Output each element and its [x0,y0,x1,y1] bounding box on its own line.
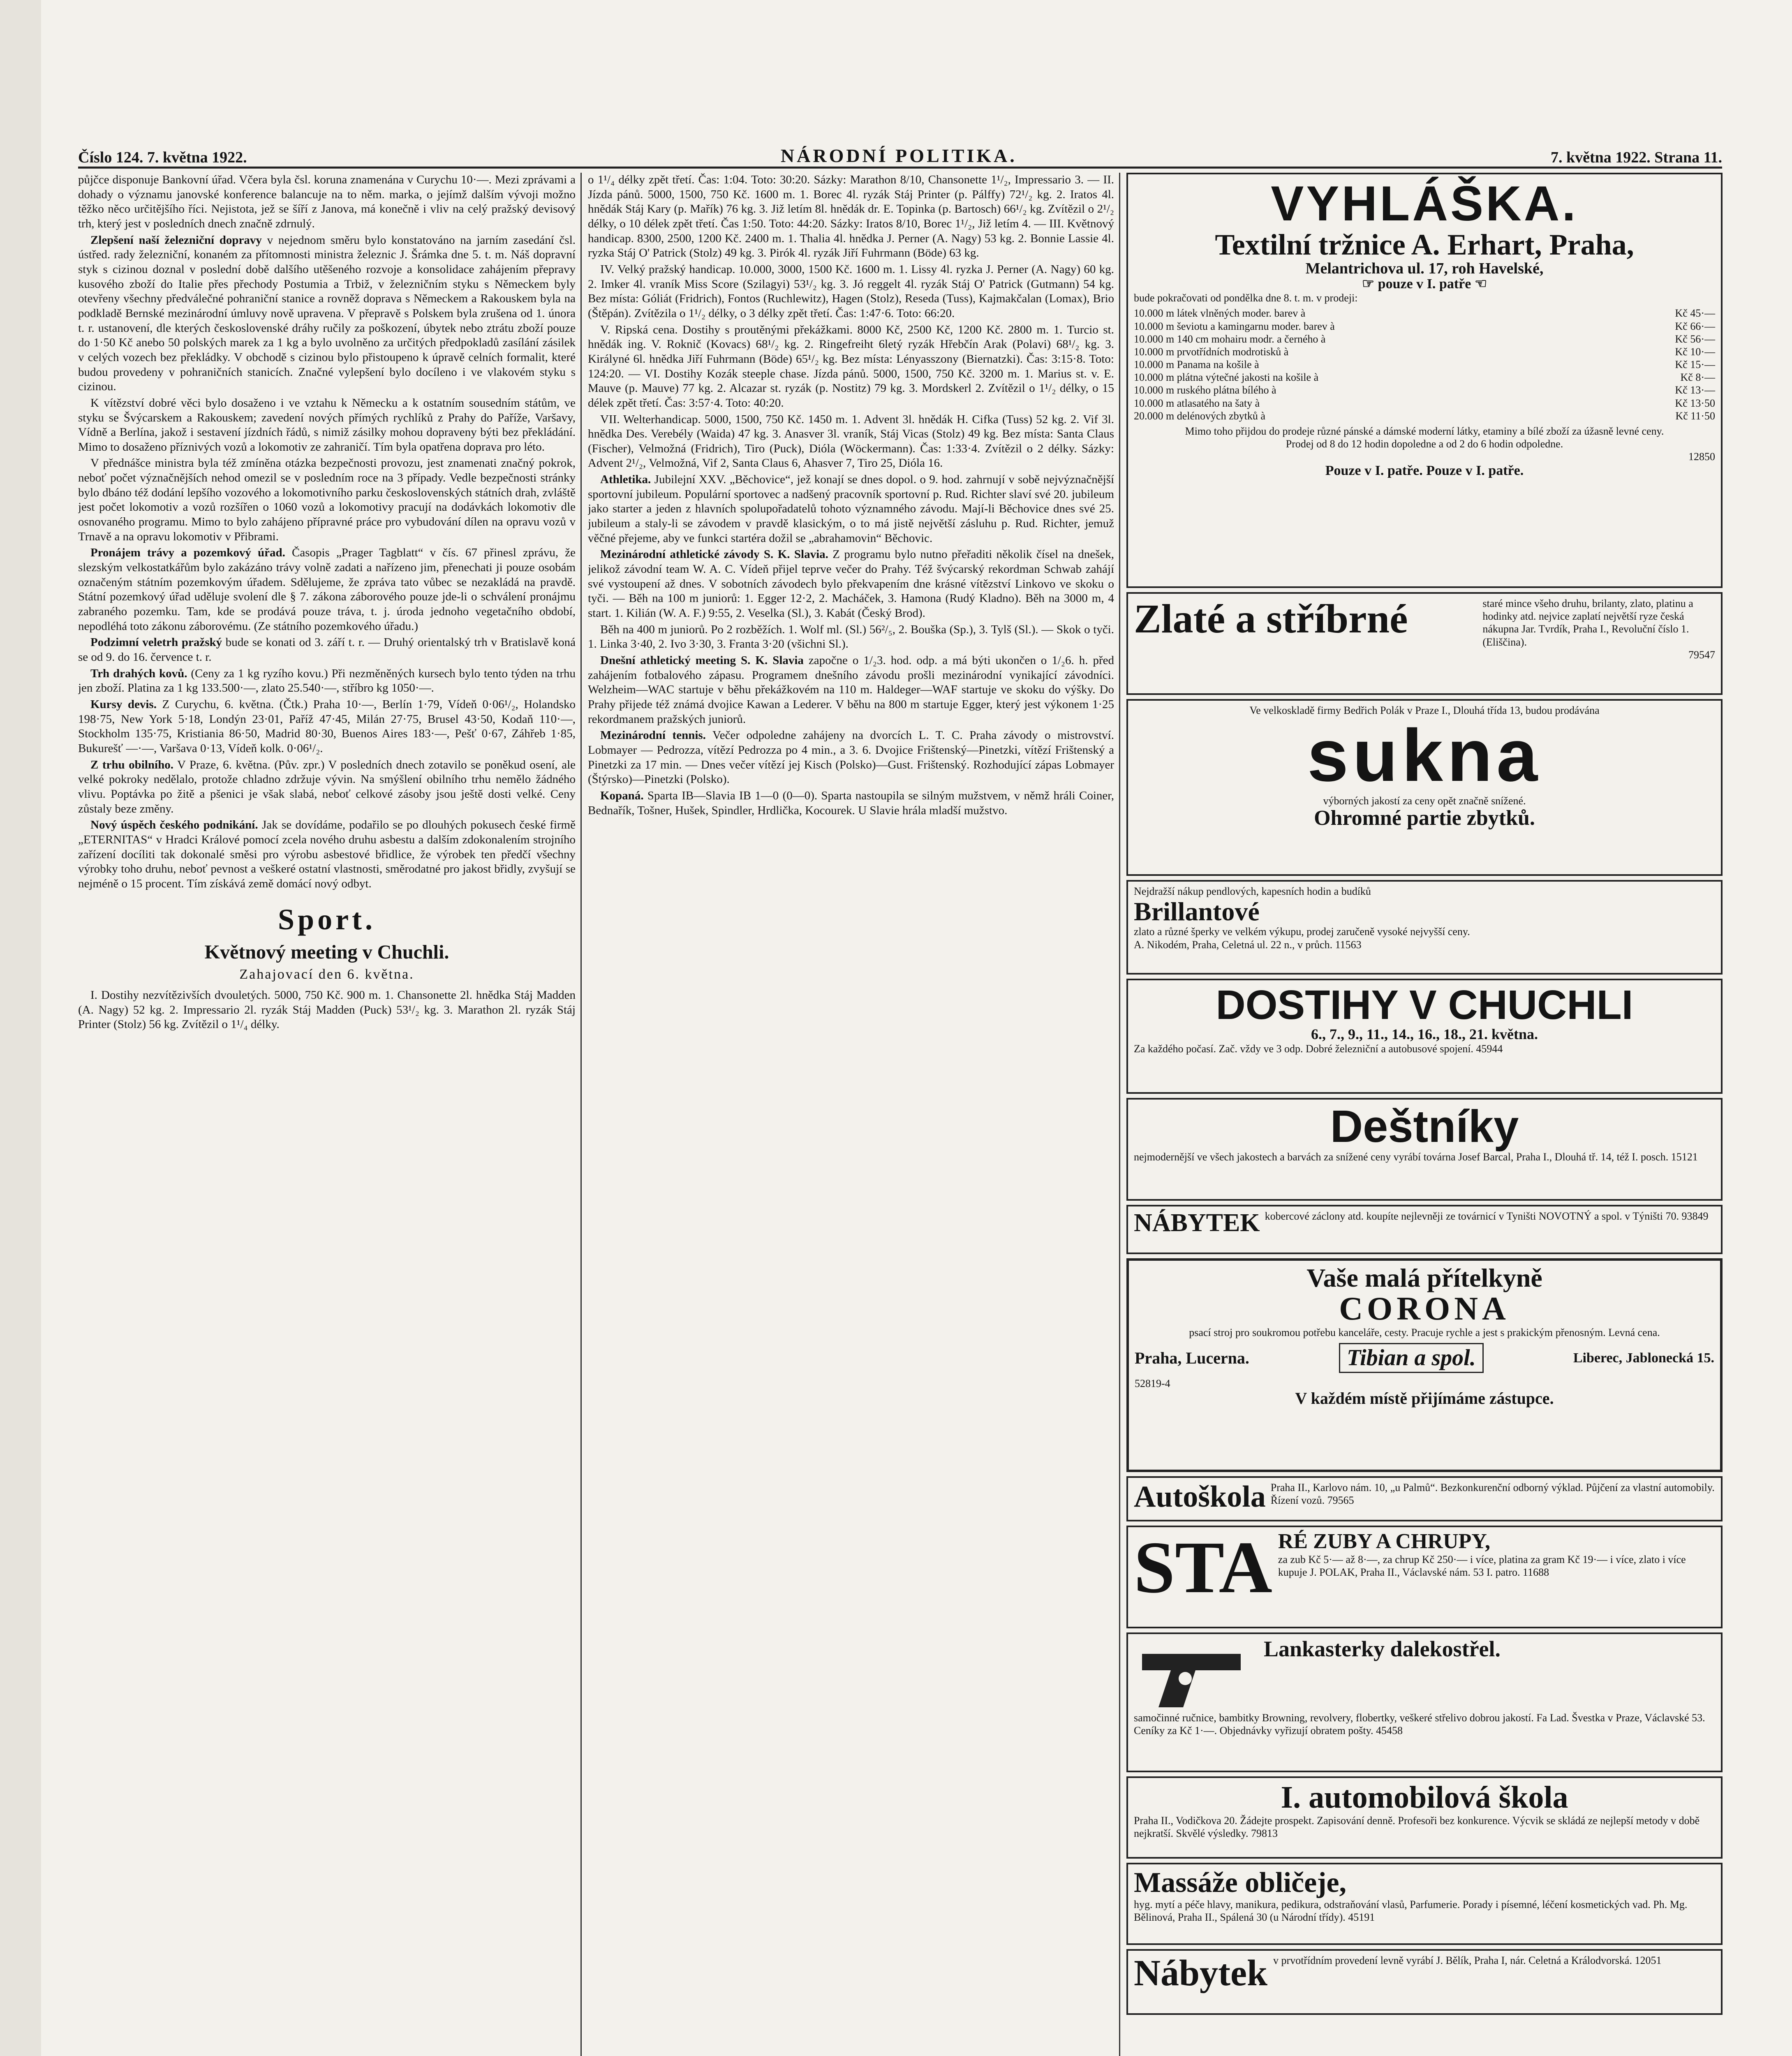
article-heading: Athletika. [600,473,651,486]
article-body: Sparta IB—Slavia IB 1—0 (0—0). Sparta nastoupila se silným mužstvem, v němž hráli Coiner, Bednařík, Tošner, Hušek, Spindler, Hrdlička, Kocourek. U Slavie hrála mladší mužstvo. [588,789,1114,817]
ad-teeth [1126,1526,1723,1628]
ad-brilliants [1126,880,1723,975]
ad-number: 79547 [1688,648,1715,661]
article-body: (Ceny za 1 kg ryzího kovu.) Při nezměněných kursech bylo tento týden na trhu jen zboží. Platina za 1 kg 133.500·—, zlato 25.540·—, stříbro kg 1050·—. [78,667,576,695]
price-item: 10.000 m plátna výtečné jakosti na košile à Kč 8·— [1134,371,1715,384]
price-item: 10.000 m Panama na košile à Kč 15·— [1134,359,1715,371]
pointing-hand-icon: ☜ [1474,276,1487,292]
ad-text: za zub Kč 5·— až 8·—, za chrup Kč 250·— i více, platina za gram Kč 19·— i více, zlato i více kupuje J. POLAK, Praha II., Václavské nám. 53 I. patro. 11688 [1278,1553,1686,1578]
ad-note: Mimo toho přijdou do prodeje různé pánské a dámské moderní látky, etaminy a bílé zboží za úžasně levné ceny. [1185,425,1664,438]
article-body: Z programu bylo nutno přeřaditi několik čísel na dnešek, jelikož závodní team W. A. C. Vídeň přijel teprve večer do Prahy. Též švýcarský rekordman Schwab zahájí své vystoupení až dnes. V sobotních závodech bylo překvapením dne krásné vítězství Linkovo ve skoku o tyči. — Běh na 100 m juniorů: 1. Egger 12·2, 2. Macháček, 3. Hamona (Rudý Kladno). Běh na 3000 m, 4 start. 1. Kilián (W. A. F.) 9:55, 2. Veselka (Sl.), 3. Kabát (Český Brod). [588,548,1114,620]
article-body: bude se konati od 3. září t. r. — Druhý orientalský trh v Bratislavě koná se od 9. do 16. července t. r. [78,636,576,664]
page-edge [0,0,41,2056]
ad-city-left: Praha, Lucerna. [1135,1348,1249,1367]
ad-name: A. Nikodém, Praha, Celetná ul. 22 n., v průch. 11563 [1134,938,1362,951]
ad-text: kobercové záclony atd. koupíte nejlevněji ze továrnicí v Tyništi NOVOTNÝ a spol. v Týništi 70. 93849 [1265,1210,1709,1222]
ad-row [1134,1637,1715,1711]
advertisement-column [1126,173,1723,2019]
column-economy [78,173,576,2056]
article-fair [78,635,576,664]
ad-guns [1126,1632,1723,1772]
ad-title: STA [1134,1526,1272,1608]
ad-text: hyg. mytí a péče hlavy, manikura, pedikura, odstraňování vlasů, Parfumerie. Porady i písemné, léčení kosmetických vad. Ph. Mg. Bělinová, Praha II., Spálená 30 (u Národní třídy). 45191 [1134,1898,1688,1923]
ad-title: Autoškola [1134,1480,1266,1514]
price-item: 10.000 m prvotřídních modrotisků à Kč 10·— [1134,345,1715,358]
ad-top: Nejdražší nákup pendlových, kapesních hodin a budíků [1134,885,1371,897]
ad-address: Melantrichova ul. 17, roh Havelské, [1305,259,1544,277]
ad-number: 52819-4 [1135,1378,1170,1390]
column-divider [580,173,582,2056]
article-heading: Trh drahých kovů. [90,667,187,680]
pointing-hand-icon: ☞ [1362,276,1375,292]
ad-number: 12850 [1688,451,1715,463]
article-body: V Praze, 6. května. (Pův. zpr.) V posledních dnech zotavilo se poněkud osení, ale velké pokroky nedělalo, protože chladno zdržuje vývin. Na smýšlení obilního trhu nemělo žádného vlivu. Poptávka po žitě a pšenici je však slabá, neboť celkové zásoby jsou ještě dosti velké. Ceny zůstaly beze změny. [78,758,576,815]
ad-top: Ve velkoskladě firmy Bedřich Polák v Praze I., Dlouhá třída 13, budou prodávána [1249,704,1600,716]
race-results: o 1¹/₄ délky zpět třetí. Čas: 1:04. Toto: 30:20. Sázky: Marathon 8/10, Chansonette 1¹/₂, Impressario 3. — II. Jízda pánů. 5000, 1500, 750 Kč. 1600 m. 1. Borec 4l. ryzák Stáj Printer (p. Pálffy) 72¹/₂ kg. 2. Iratos 4l. hnědák Stáj Kary (p. Mařík) 76 kg. 3. Již letím 8l. hnědák dr. E. Topinka (p. Bartosch) 66¹/₂ kg. Zvítězil o 2¹/₂ délky, o 10 délek zpět třetí. Čas 1:50. Toto: 44:20. Sázky: Iratos 8/10, Borec 1¹/₂, Již letím 4. — III. Květnový handicap. 8300, 2500, 1200 Kč. 2400 m. 1. Thalia 4l. hnědka J. Perner (A. Nagy) 53 kg. 2. Bonnie Lassie 4l. ryzka Stáj O' Patrick (Stolz) 49 kg. 3. Pirók 4l. ryzák Jiří Fuhrmann (Böde) 63 kg. [588,173,1114,260]
issue-info: Číslo 124. 7. května 1922. [78,149,247,166]
article-land-office [78,546,576,634]
ad-title: NÁBYTEK [1134,1209,1260,1237]
article-body: Časopis „Prager Tagblatt“ v čís. 67 přinesl zprávu, že slezským velkostatkářům bylo zakázáno trávy volně zadati a nařízeno jim, přenechati ji pouze osobám označeným státním pozemkovým úřadem. Sdělujeme, že zpráva tato vůbec se nezakládá na pravdě. Státní pozemkový úřad uděluje svolení dle § 7. zákona záborového pouze jde-li o schválení pronájmu zabraného pozemku. Tam, kde se prodává pouze tráva, t. j. úroda jednoho vegetačního období, nepodléhá toto zákonu záborovému. (Ze státního pozemkového úřadu.) [78,546,576,633]
article-railway-cont: K vítězství dobré věci bylo dosaženo i ve vztahu k Německu a k ostatním sousedním státům, ve styku se Švýcarskem a Rakouskem; zavedení nových přímých rychlíků z Prahy do Paříže, Varšavy, Vídně a Berlína, jakož i sestavení jízdních řádů, s nimiž zásilky mohou dopraveny býti bez překládání. Mimo to dosaženo příznivých vozů a lokomotiv ze zahraničí. Tím byla opatřena doprava pro léto. [78,396,576,454]
date-page-info: 7. května 1922. Strana 11. [1551,149,1722,166]
ad-text: nejmodernější ve všech jakostech a barvách za snížené ceny vyrábí továrna Josef Barcal, Praha I., Dlouhá tř. 14, též I. posch. 15121 [1134,1151,1698,1163]
ad-firm: Tibian a spol. [1339,1343,1484,1373]
ad-text: staré mince všeho druhu, brilanty, zlato, platinu a hodinky atd. nejvice zaplatí největší ryze česká nákupna Jar. Tvrdík, Praha I., Revoluční číslo 1. (Eliščina). [1482,597,1693,648]
race-results: VII. Welterhandicap. 5000, 1500, 750 Kč. 1450 m. 1. Advent 3l. hnědák H. Cifka (Tuss) 52 kg. 2. Vif 3l. hnědka Des. Verebély (Waida) 47 kg. 3. Anasver 3l. vraník, Stáj Vicas (Stolz) 49 kg. Bez místa: Santa Claus (Fischer), Velmožná (Fridrich), Tiro (Puck), Dióla (Wöckermann). Čas: 1:33·4. Zvítězil o 2 délky. Sázky: Advent 2¹/₂, Velmožná, Vif 2, Santa Claus 6, Ahasver 7, Tiro 25, Dióla 16. [588,412,1114,470]
article-tennis [588,728,1114,787]
article-heading: Z trhu obilního. [90,758,173,771]
column-divider [1119,173,1120,2056]
pistol-icon [1134,1637,1257,1711]
ad-driving-school [1126,1476,1723,1521]
article-body: Večer odpoledne zahájeny na dvorcích L. T. C. Praha závody o mistrovství. Lobmayer — Pedrozza, vítězí Pedrozza po 4 min., a 3. 6. Dvojice Frištenský—Pinetzki, vítězí Frištenský a Pinetzki za 17 min. — Dnes večer vítězí jej Kisch (Polsko)—Gust. Frištenský. Rozhodující zápas Lobmayer (Štýrsko)—Pinetzki (Polsko). [588,729,1114,786]
ad-footer: V každém místě přijímáme zástupce. [1295,1389,1554,1408]
ad-title: Zlaté a stříbrné [1134,596,1408,641]
race-results: V. Ripská cena. Dostihy s proutěnými překážkami. 8000 Kč, 2500 Kč, 1200 Kč. 2800 m. 1. Turcio st. hnědák ing. V. Roknič (Kovacs) 68¹/₂ kg. 2. Ringefreiht 6letý ryzák Hřebčín Arak (Polavi) 68¹/₂ kg. 3. Királyné 6l. hnědka Jiří Fuhrmann (Böde) 65¹/₂ kg. Bez místa: Lényasszony (Biernatzki). Čas: 3:15·8. Toto: 124:20. — VI. Dostihy Kozák steeple chase. Jízda pánů. 5000, 1500, 750 Kč. 3200 m. 1. Marius st. v. E. Mauve (p. Mauve) 77 kg. 2. Alcazar st. ryzák (p. Nostitz) 79 kg. 3. Mordskerl 2. Zvítězil o 1¹/₂ délky, o 15 délek zpět třetí. Čas: 3:57·4. Toto: 40:20. [588,323,1114,410]
ad-subtitle: Textilní tržnice A. Erhart, Praha, [1215,228,1634,261]
article-body: Jak se dovídáme, podařilo se po dlouhých pokusech české firmě „ETERNITAS“ v Hradci Králové pomocí zcela nového druhu asbestu a dalším zdokonalením strojního zařízení docíliti tak dokonalé směsi pro výrobu asbestové břidlice, že výrobek ten předčí všechny výrobky toho druhu, neboť pevnost a veškeré ostatní vlastnosti, směrodatné pro jakost břidly, zvyšují se nejméně o 15 procent. Tím získává země domácí nový odbyt. [78,818,576,890]
ad-erhart [1126,173,1723,588]
sport-meeting-title: Květnový meeting v Chuchli. [204,941,449,963]
article-bank: půjčce disponuje Bankovní úřad. Včera byla čsl. koruna znamenána v Curychu 10·—. Mezi zprávami a dohady o významu janovské konference balancuje na to něm. marka, o jejímž dalším vývoji možno těžko něco určitějšího říci. Nejistota, jež se šíří z Janova, má konečně i vliv na celý pražský devisový trh, který jest v posledních dnech značně zdrnulý. [78,173,576,230]
ad-races-chuchle [1126,979,1723,1094]
ad-text: Praha II., Karlovo nám. 10, „u Palmů“. Bezkonkurenční odborný výklad. Půjčení za vlastní automobily. Řízení vozů. 79565 [1270,1482,1715,1507]
article-heading: Zlepšení naší železniční dopravy [90,233,262,247]
article-body: Jubilejní XXV. „Běchovice“, jež konají se dnes dopol. o 9. hod. zahrnují v sobě nejvýznačnější sportovní jubileum. Populární sportovec a nadšený pracovník sportovní p. Rud. Richter slaví své 20. jubileum jako starter a jeden z hlavních spolupořadatelů tohoto významného závodu. Mají-li Běchovice dnes své 25. jubileum a staly-li se závodem v pravdě klasickým, o to má jistě největší zásluhu p. Rud. Richter, jemuž věčné přejeme, aby ve funkci startéra dožil se „abrahamovin“ Běchovic. [588,473,1114,545]
ad-hours: Prodej od 8 do 12 hodin dopoledne a od 2 do 6 hodin odpoledne. [1286,438,1563,450]
ad-title: Nábytek [1134,1953,1268,1993]
ad-footer: Pouze v I. patře. Pouze v I. patře. [1325,463,1524,478]
ad-text: samočinné ručnice, bambitky Browning, revolvery, flobertky, veškeré střelivo dobrou jakostí. Fa Lad. Švestka v Praze, Václavské 53. Ceníky za Kč 1·—. Objednávky vyřizují obratem pošty. 45458 [1134,1712,1705,1737]
article-exchange [78,697,576,756]
ad-floor [1134,277,1715,292]
ad-head: RÉ ZUBY A CHRUPY, [1278,1530,1491,1553]
ad-corona [1126,1258,1723,1472]
price-list [1134,307,1715,422]
sport-section-title: Sport. [277,903,376,936]
ad-title: sukna [1307,714,1542,797]
ad-intro: bude pokračovati od pondělka dne 8. t. m. v prodeji: [1134,292,1358,304]
ad-dates: 6., 7., 9., 11., 14., 16., 18., 21. května. [1311,1026,1538,1042]
race-results: I. Dostihy nezvítězivších dvouletých. 5000, 750 Kč. 900 m. 1. Chansonette 2l. hnědka Stáj Madden (A. Nagy) 52 kg. 2. Impressario 2l. ryzák Stáj Madden (Puck) 53¹/₂ kg. 3. Marathon 2l. ryzák Stáj Printer (Stolz) 56 kg. Zvítězil o 1¹/₄ délky. [78,988,576,1031]
ad-title: Massáže obličeje, [1134,1867,1347,1899]
article-slavia [588,547,1114,621]
ad-gold-silver [1126,592,1723,695]
ad-brand: CORONA [1339,1291,1510,1327]
article-heading: Mezinárodní athletické závody S. K. Slavia. [600,548,828,561]
ad-sukna [1126,699,1723,876]
price-item: 10.000 m 140 cm mohairu modr. a černého à Kč 56·— [1134,333,1715,345]
ad-title: Lankasterky dalekostřel. [1264,1637,1501,1661]
ad-title: Vaše malá přítelkyně [1306,1263,1542,1292]
article-football [588,789,1114,818]
ad-text: zlato a různé šperky ve velkém výkupu, prodej zaručeně vysoké nejvyšší ceny. [1134,926,1470,938]
article-meeting [588,653,1114,727]
article-heading: Dnešní athletický meeting S. K. Slavia [600,654,804,667]
article-slavia-results: Běh na 400 m juniorů. Po 2 rozběžích. 1. Wolf ml. (Sl.) 56²/₅, 2. Bouška (Sp.), 3. Tylš (Sl.). — Skok o tyči. 1. Linka 3·40, 2. Ivo 3·30, 3. Franta 3·20 (všichni Sl.). [588,623,1114,651]
price-item: 20.000 m delénových zbytků à Kč 11·50 [1134,410,1715,422]
article-heading: Kursy devis. [90,697,157,711]
ad-city-right: Liberec, Jablonecká 15. [1573,1350,1714,1366]
price-item: 10.000 m látek vlněných moder. barev à Kč 45·— [1134,307,1715,320]
newspaper-title: NÁRODNÍ POLITIKA. [780,145,1017,166]
price-item: 10.000 m ruského plátna bílého à Kč 13·— [1134,384,1715,396]
race-results: IV. Velký pražský handicap. 10.000, 3000, 1500 Kč. 1600 m. 1. Lissy 4l. ryzka J. Perner (A. Nagy) 60 kg. 2. Imker 4l. vraník Miss Score (Szilagyi) 53¹/₂ kg. 3. Jó reggelt 4l. ryzák Stáj O' Patrick (Gutmann) 54 kg. Bez místa: Góliát (Fridrich), Fontos (Ruchlewitz), Hagen (Stolz), Reseda (Tuss), Kajmakčalan (Lomax), Brio (Štěpán). Zvítězila o 1¹/₂ délky, o 3 délky zpět třetí. Čas: 1:47·6. Toto: 66:20. [588,262,1114,320]
article-heading: Kopaná. [600,789,644,802]
article-railway [78,233,576,394]
price-item: 10.000 m ševiotu a kamingarnu moder. barev à Kč 66·— [1134,320,1715,332]
ad-furniture-belik [1126,1949,1723,2015]
ad-title: VYHLÁŠKA. [1271,176,1578,231]
ad-text: Praha II., Vodičkova 20. Žádejte prospekt. Zapisování denně. Profesoři bez konkurence. Výcvik se skládá ze nejlepší metody v době nejkratší. Skvělé výsledky. 79813 [1134,1814,1700,1839]
ad-car-school [1126,1776,1723,1859]
ad-title: I. automobilová škola [1281,1780,1568,1815]
column-sport [588,173,1114,2056]
article-body: započne o 1/₂3. hod. odp. a má býti ukončen o 1/₂6. h. před zahájením fotbalového zápasu. Programem dnešního závodu prošli mezinárodní vynikající závodníci. Welzheim—WAC startuje v běhu překážkovém na 110 m. Haldeger—WAF startuje ve skoku do výšky. Do Prahy přijede též známá dvojice Kawan a Lederer. V běhu na 800 m startuje Egger, který jest výkonem 1·25 rekordmanem pražských juniorů. [588,654,1114,726]
ad-title: Deštníky [1330,1101,1519,1152]
article-metals [78,667,576,696]
article-heading: Mezinárodní tennis. [600,729,706,742]
ad-row [1135,1343,1714,1373]
ad-massage [1126,1863,1723,1945]
article-body: v nejednom směru bylo konstatováno na jarním zasedání čsl. ústřed. rady železniční, konaném za přítomnosti ministra železnic J. Šrámka dne 5. t. m. Náš dopravní styk s cizinou doznal v poslední době dalšího utěšeného rozvoje a konsolidace zahájením přepravy kusového zboží do Italie přes přechody Postumia a Trbiž, v železničním styku s Německem byly otevřeny všechny předválečné pohraniční stanice a rovněž doprava s Německem a Rakouskem byla na podkladě Bernské mezinárodní úmluvy nově upravena. V přepravě s Polskem byla zrušena od 1. února t. r. ustanovení, dle kterých československé dráhy ručily za poškození, úbytek nebo ztrátu zboží pouze do 1·50 Kč anebo 50 polských marek za 1 kg a bylo uvolněno za určitých předpokladů zasílání zásilek v celých vozech bez překládky. V obchodě s cizinou bylo přistoupeno k úpravě celních formalit, které budou provedeny v pohraničních stanicích. Značné vylepšení bylo docíleno i ve vlakovém styku s cizinou. [78,233,576,394]
article-athletics [588,472,1114,546]
ad-text: Za každého počasí. Zač. vždy ve 3 odp. Dobré železniční a autobusové spojení. 45944 [1134,1042,1503,1055]
ad-umbrellas [1126,1098,1723,1201]
ad-title: Brillantové [1134,897,1260,926]
ad-text: v prvotřídním provedení levně vyrábí J. Bělík, Praha I, nár. Celetná a Králodvorská. 12051 [1273,1954,1662,1966]
ad-text: psací stroj pro soukromou potřebu kanceláře, cesty. Pracuje rychle a jest s prakickým přenosným. Levná cena. [1189,1327,1660,1339]
article-heading: Pronájem trávy a pozemkový úřad. [90,546,285,560]
article-heading: Nový úspěch českého podnikání. [90,818,258,832]
article-body: Z Curychu, 6. května. (Čtk.) Praha 10·—, Berlín 1·79, Vídeň 0·06¹/₂, Holandsko 198·75, New York 5·18, Londýn 23·01, Paříž 47·45, Milán 27·75, Brusel 43·50, Kodaň 110·—, Stockholm 135·75, Kristiania 86·50, Madrid 80·30, Buenos Aires 183·—, Pešť 0·67, Záhřeb 1·85, Bukurešť —·—, Varšava 0·13, Vídeň kolk. 0·06¹/₂. [78,697,576,755]
ad-sub: výborných jakostí za ceny opět značně snížené. [1323,795,1526,807]
ad-title: DOSTIHY V CHUCHLI [1216,982,1633,1028]
article-grain [78,758,576,817]
ad-furniture-novotny [1126,1205,1723,1254]
ad-bottom: Ohromné partie zbytků. [1314,806,1535,830]
price-item: 10.000 m atlasatého na šaty à Kč 13·50 [1134,397,1715,409]
article-czech-business [78,818,576,891]
article-heading: Podzimní veletrh pražský [90,636,222,649]
sport-meeting-subtitle: Zahajovací den 6. května. [239,967,414,982]
article-railway-safety: V přednášce ministra byla též zmíněna otázka bezpečnosti provozu, jest znamenati značný pokrok, neboť počet význačnějších nehod omezil se v posledním roce na 3 případy. Vedle bezpečnosti stránky bylo dbáno též dodání lepšího vozového a lokomotivního parku československých státních drah, zvláště jest počet lokomotiv a vozů rozšířen o 1060 vozů a lokomotivy pracují na dodávkách lokomotiv dle osnovaného programu. Mimo to bylo zahájeno přípravné práce pro vybudování dílen na opravu vozů v Trnavě a na opravu lokomotiv v Přibrami. [78,456,576,543]
ad-floor-text: pouze v I. patře [1378,276,1471,292]
page-header [78,136,1722,169]
